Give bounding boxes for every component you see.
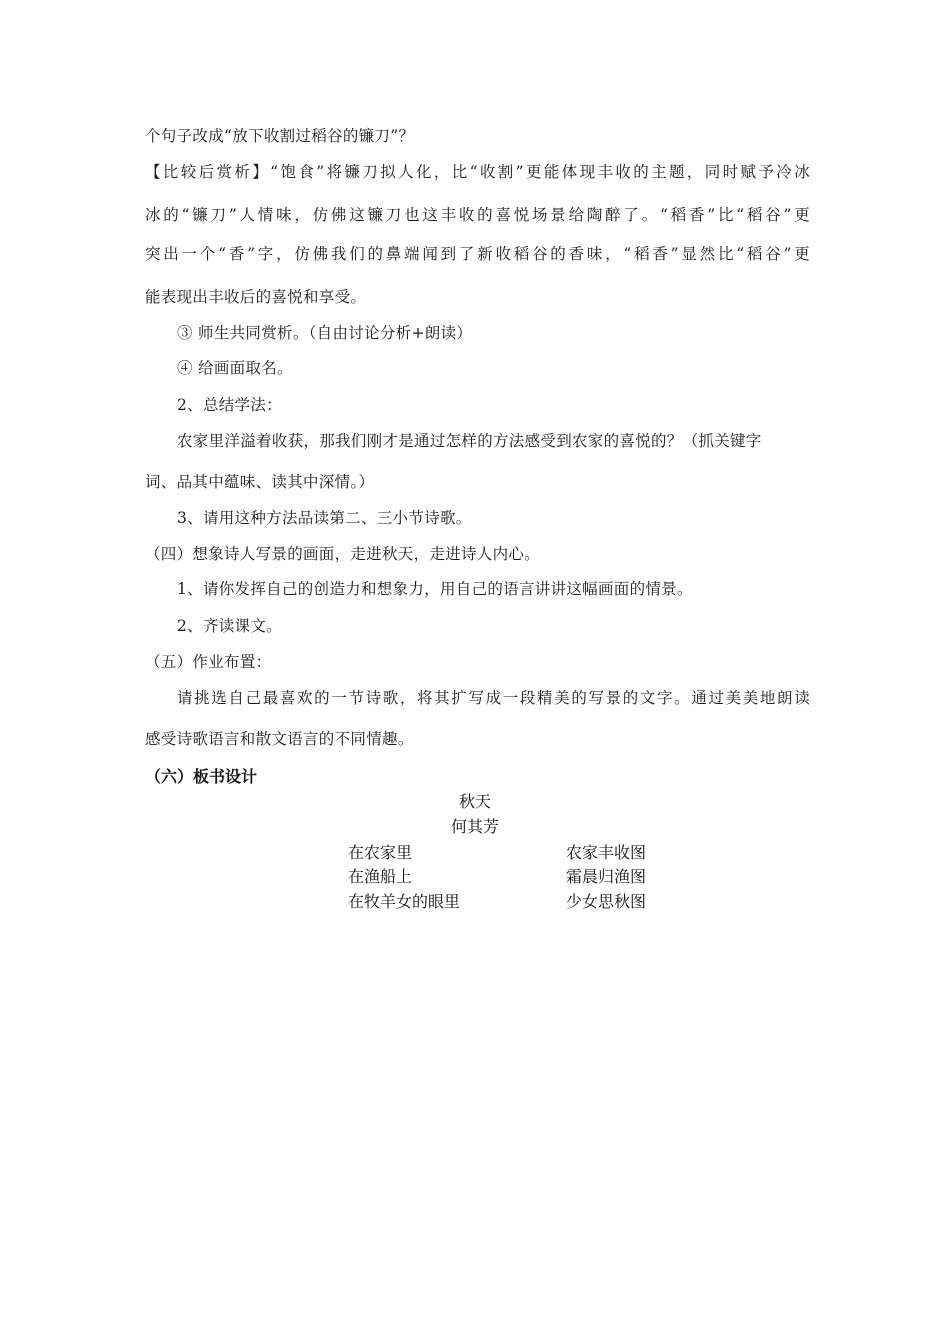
board-design-heading: （六）板书设计 [145, 767, 258, 786]
list-item: ④ 给画面取名。 [177, 359, 293, 377]
paragraph-line: 农家里洋溢着收获，那我们刚才是通过怎样的方法感受到农家的喜悦的？（抓关键字 [177, 432, 762, 450]
list-item: ③ 师生共同赏析。（自由讨论分析+朗读） [177, 324, 473, 342]
board-left-item: 在渔船上 [348, 867, 413, 886]
board-left-item: 在农家里 [348, 843, 413, 862]
list-item: 3、请用这种方法品读第二、三小节诗歌。 [177, 509, 472, 527]
paragraph-line: 个句子改成“放下收割过稻谷的镰刀”？ [145, 127, 415, 145]
section-heading: （五）作业布置： [145, 653, 272, 671]
board-right-item: 少女思秋图 [566, 892, 647, 911]
poem-title: 秋天 [458, 792, 491, 811]
paragraph-line: 请挑选自己最喜欢的一节诗歌，将其扩写成一段精美的写景的文字。通过美美地朗读 [177, 689, 810, 707]
section-heading: （四）想象诗人写景的画面，走进秋天，走进诗人内心。 [145, 545, 541, 563]
paragraph-line: 词、品其中蕴味、读其中深情。） [145, 473, 375, 491]
board-left-item: 在牧羊女的眼里 [348, 892, 461, 911]
paragraph-line: 感受诗歌语言和散文语言的不同情趣。 [145, 730, 414, 748]
board-right-item: 农家丰收图 [566, 843, 647, 862]
list-item: 2、总结学法： [177, 396, 282, 414]
paragraph-line: 能表现出丰收后的喜悦和享受。 [145, 288, 367, 306]
list-item: 1、请你发挥自己的创造力和想象力，用自己的语言讲讲这幅画面的情景。 [177, 580, 693, 598]
paragraph-line: 【比较后赏析】“饱食”将镰刀拟人化，比“收割”更能体现丰收的主题，同时赋予冷冰 [145, 163, 810, 181]
paragraph-line: 突出一个“香”字，仿佛我们的鼻端闻到了新收稻谷的香味，“稻香”显然比“稻谷”更 [145, 245, 810, 263]
list-item: 2、齐读课文。 [177, 617, 282, 635]
paragraph-line: 冰的“镰刀”人情味，仿佛这镰刀也这丰收的喜悦场景给陶醉了。“稻香”比“稻谷”更 [145, 206, 810, 224]
poem-author: 何其芳 [450, 817, 499, 836]
board-right-item: 霜晨归渔图 [566, 867, 647, 886]
